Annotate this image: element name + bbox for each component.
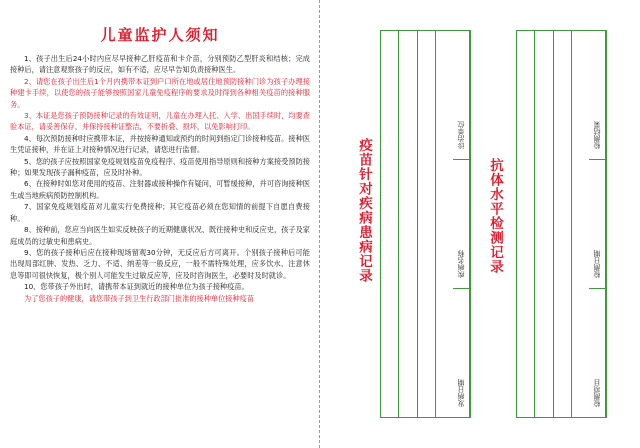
table-row [554,31,572,417]
notice-paragraph: 7、国家免疫规划疫苗对儿童实行免费接种；其它疫苗必须在您知情的前提下自愿自费接种。 [10,202,310,223]
guardian-notice-panel [10,6,310,444]
notice-paragraph: 4、每次预防接种时应携带本证，并按接种通知或预约的时间到指定门诊接种疫苗。接种医生凭证接种，并在证上对接种情况进行记录，请您进行监督。 [10,133,310,155]
header-test-result: 检测结果 [593,121,601,149]
table-row [535,31,553,417]
antibody-record-table [516,30,607,418]
disease-record-table [380,30,471,418]
table-row [572,31,589,417]
table-rows [517,31,589,417]
table-row [418,31,436,417]
table-header [589,31,606,417]
table-row [517,31,535,417]
notice-paragraph: 8、接种前，您应当向医生如实反映孩子的近期健康状况、既往接种史和反应史，孩子及家庭成员的过敏史和患病史。 [10,225,310,246]
notice-paragraph: 为了您孩子的健康，请您带孩子到卫生行政部门批准的接种单位接种疫苗 [24,293,255,303]
notice-paragraph: 3、本证是您孩子预防接种记录的有效证明，儿童在办理入托、入学、出国手续时，均要查验本证，请妥善保存，并保持接种证整洁，不要折叠、损坏，以免影响打印。 [10,111,310,132]
header-treatment-unit: 诊治单位 [457,121,465,149]
notice-paragraphs [10,53,310,304]
fold-line [319,0,320,448]
antibody-record-title: 抗体水平检测记录 [487,158,503,274]
notice-paragraph: 1、孩子出生后24小时内应尽早接种乙肝疫苗和卡介苗，分别预防乙型肝炎和结核；完成接种后，请注意观察孩子的反应，如有不适，应尽早告知负责接种医生。 [10,54,310,75]
header-test-item: 检测项目 [593,379,601,407]
notice-paragraph: 2、请您在孩子出生后1个月内携带本证到户口所在地或居住地预防接种门诊为孩子办理接种建卡手续，以使您的孩子能够按照国家儿童免疫程序的要求及时得到各种相关疫苗的接种服务。 [10,76,310,109]
notice-paragraph: 9、您的孩子接种后应在接种现场留观30分钟，无反应后方可离开。个别孩子接种后可能出现局部红肿、发热、乏力、不适、纳差等一般反应，一般不需特殊处理，应多饮水、注意休息等即可很快恢复，极个别人可能发生过敏反应等，应及时咨询医生，必要时及时就诊。 [10,247,310,280]
table-rows [381,31,453,417]
table-row [399,31,417,417]
header-test-date: 检测日期 [593,250,601,278]
table-row [381,31,399,417]
header-onset-date: 发病日期 [457,379,465,407]
table-row [436,31,453,417]
page-title: 儿童监护人须知 [100,26,220,44]
header-disease-name: 疾病名称 [457,250,465,278]
notice-paragraph: 6、在接种时如您对使用的疫苗、注射器或接种操作有疑问，可暂缓接种，并可咨询接种医生或当地疾病预防控制机构。 [10,179,310,200]
disease-record-title: 疫苗针对疾病患病记录 [356,138,372,283]
notice-paragraph: 10、您带孩子外出时，请携带本证到就近的接种单位为孩子接种疫苗。 [24,282,249,292]
table-header [453,31,470,417]
notice-paragraph: 5、您的孩子应按照国家免疫规划疫苗免疫程序、疫苗使用指导原则和接种方案接受预防接种；如果发现孩子漏种疫苗，应及时补种。 [10,156,310,178]
